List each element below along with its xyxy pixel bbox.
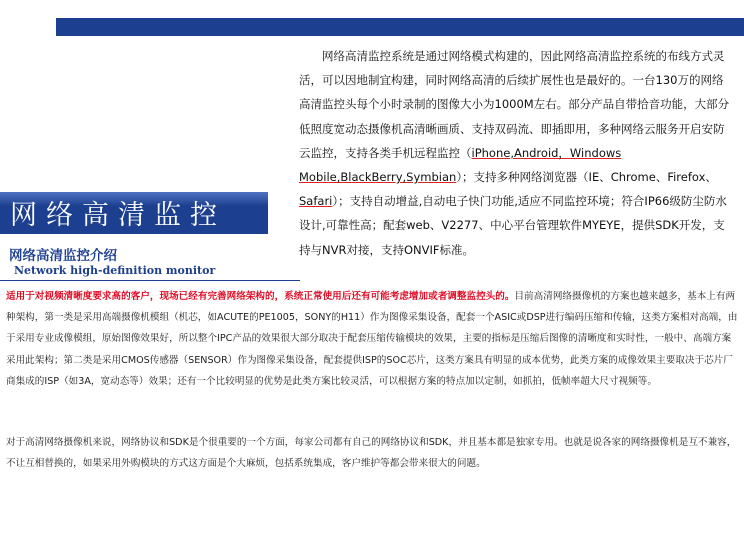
- mobile-platforms: iPhone,Android，Windows Mobile,BlackBerry,Symbian: [299, 145, 622, 185]
- intro-text-mid: ）；支持多种网络浏览器（IE、Chrome、Firefox、: [456, 170, 717, 185]
- browser-safari: Safari: [299, 194, 333, 209]
- body-paragraph-2: 对于高清网络摄像机来说，网络协议和SDK是个很重要的一个方面，每家公司都有自己的网络协议和SDK，并且基本都是独家专用。也就是说各家的网络摄像机是互不兼容，不让互相替换的，如果采用外购模块的方式这方面是个大麻烦，包括系统集成，客户维护等都会带来很大的问题。: [6, 437, 737, 470]
- intro-text: 网络高清监控系统是通过网络模式构建的，因此网络高清监控系统的布线方式灵活，可以因地制宜构建，同时网络高清的后续扩展性也是最好的。一台130万的网络高清监控头每个小时录制的图像大小为1000M左右。部分产品自带拾音功能，大部分低照度宽动态摄像机高清晰画质、支持双码流、即插即用，多种网络云服务开启安防云监控，支持各类手机远程监控（: [299, 49, 730, 160]
- intro-paragraph: [299, 44, 731, 262]
- highlight-text: 适用于对视频清晰度要求高的客户，现场已经有完善网络架构的，系统正常使用后还有可能考虑增加或者调整监控头的。: [6, 291, 515, 302]
- section-heading-en: Network high-definition monitor: [14, 264, 216, 277]
- intro-text-end: ）；支持自动增益,自动电子快门功能,适应不同监控环境；符合IP66级防尘防水设计,可靠性高；配套web、V2277、中心平台管理软件MYEYE，提供SDK开发，支持与NVR对接，支持ONVIF标准。: [299, 194, 727, 257]
- heading-divider: [0, 280, 300, 281]
- page-title: 网络高清监控: [10, 200, 226, 231]
- paragraph-1-text: 目前高清网络摄像机的方案也越来越多，基本上有两种架构，第一类是采用高端摄像机模组（机芯，如ACUTE的PE1005，SONY的H11）作为图像采集设备，配套一个ASIC或DSP进行编码压缩和传输，这类方案相对高端，由于采用专业成像模组，原始图像效果好，所以整个IPC产品的效果很大部分取决于配套压缩传输模块的效果，主要的指标是压缩后图像的清晰度和实时性，一般中、高端方案采用此架构；第二类是采用CMOS传感器（SENSOR）作为图像采集设备，配套提供ISP的SOC芯片，这类方案具有明显的成本优势，此类方案的成像效果主要取决于芯片厂商集成的ISP（如3A，宽动态等）效果；还有一个比较明显的优势是此类方案比较灵活，可以根据方案的特点加以定制，如抓拍，低帧率超大尺寸视频等。: [6, 291, 738, 387]
- top-header-bar: [56, 18, 744, 36]
- section-heading-cn: 网络高清监控介绍: [9, 248, 117, 264]
- body-paragraph-1: [6, 286, 740, 392]
- title-banner: [0, 192, 268, 234]
